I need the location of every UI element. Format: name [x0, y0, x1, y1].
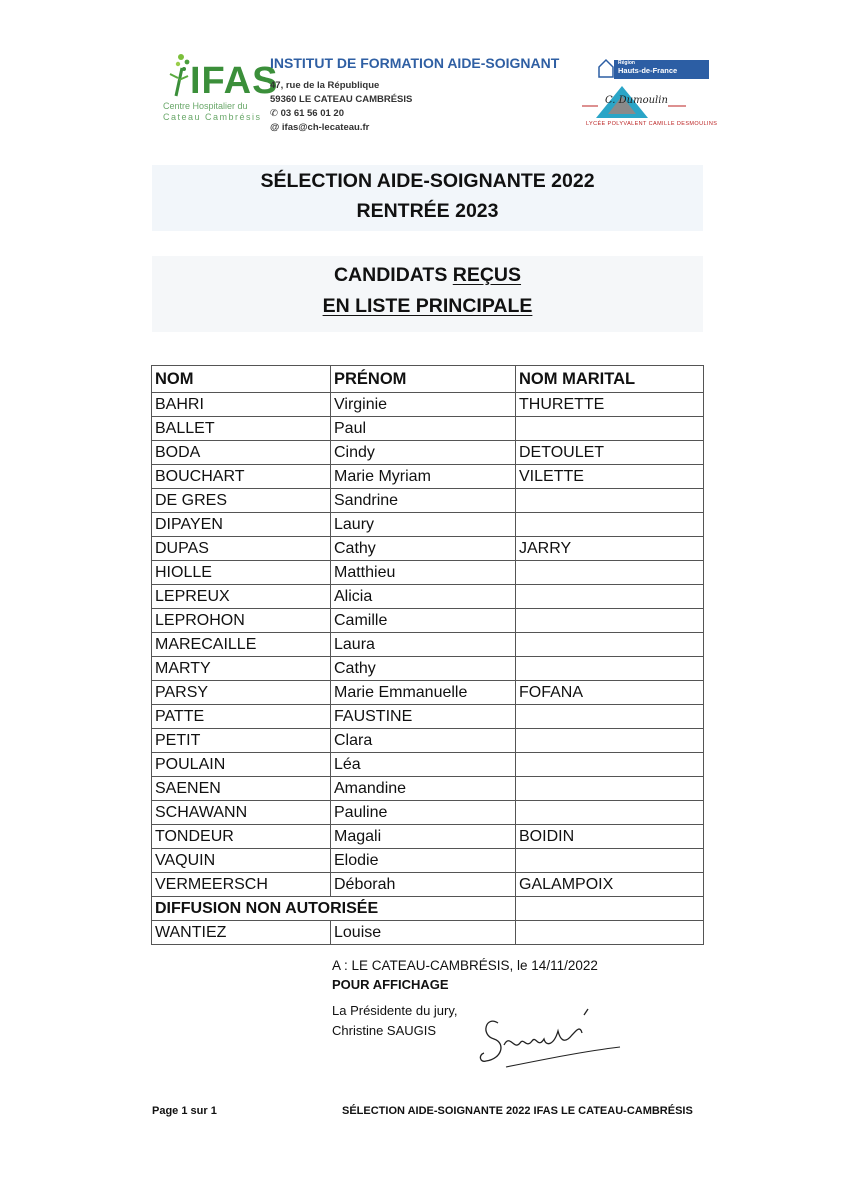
cell-nom-marital: JARRY [516, 537, 704, 561]
table-row [152, 633, 704, 657]
header-nom-marital: NOM MARITAL [516, 366, 704, 393]
cell-nom: MARTY [152, 657, 331, 681]
cell-prenom: Matthieu [331, 561, 516, 585]
table-row [152, 417, 704, 441]
cell-prenom: Laura [331, 633, 516, 657]
selection-title: SÉLECTION AIDE-SOIGNANTE 2022 [260, 170, 595, 192]
table-row [152, 489, 704, 513]
table-row [152, 537, 704, 561]
cell-prenom: Virginie [331, 393, 516, 417]
cell-prenom: Louise [331, 921, 516, 945]
cell-prenom: Pauline [331, 801, 516, 825]
address-city: 59360 LE CATEAU CAMBRÉSIS [270, 94, 413, 105]
cell-nom-marital: VILETTE [516, 465, 704, 489]
cell-nom-marital [516, 633, 704, 657]
table-row [152, 393, 704, 417]
table-row [152, 753, 704, 777]
place-and-date: A : LE CATEAU-CAMBRÉSIS, le 14/11/2022 [332, 958, 598, 973]
address-email [270, 121, 412, 135]
header-prenom: PRÉNOM [331, 366, 516, 393]
posting-note: POUR AFFICHAGE [332, 977, 449, 992]
email-address: ifas@ch-lecateau.fr [281, 122, 370, 133]
table-row [152, 801, 704, 825]
cell-nom-marital: BOIDIN [516, 825, 704, 849]
cell-prenom: Laury [331, 513, 516, 537]
cell-nom: SAENEN [152, 777, 331, 801]
footer-title: SÉLECTION AIDE-SOIGNANTE 2022 IFAS LE CATEAU-CAMBRÉSIS [342, 1105, 693, 1117]
cell-prenom: Clara [331, 729, 516, 753]
table-row [152, 921, 704, 945]
address-phone [270, 107, 412, 121]
cell-nom-marital [516, 417, 704, 441]
cell-prenom: Marie Emmanuelle [331, 681, 516, 705]
cell-prenom: FAUSTINE [331, 705, 516, 729]
cell-nom: DIPAYEN [152, 513, 331, 537]
region-name: Hauts-de-France [618, 66, 678, 75]
restricted-label: DIFFUSION NON AUTORISÉE [152, 897, 516, 921]
table-row [152, 657, 704, 681]
cell-nom: PARSY [152, 681, 331, 705]
cell-nom-marital: GALAMPOIX [516, 873, 704, 897]
cell-nom-marital [516, 777, 704, 801]
cell-nom-marital [516, 489, 704, 513]
cell-nom: MARECAILLE [152, 633, 331, 657]
table-row [152, 873, 704, 897]
phone-icon: ✆ [270, 108, 281, 119]
jury-president [332, 1001, 458, 1041]
main-list-heading: EN LISTE PRINCIPALE [322, 295, 533, 317]
cell-nom-marital [516, 585, 704, 609]
cell-prenom: Paul [331, 417, 516, 441]
cell-nom: HIOLLE [152, 561, 331, 585]
intake-year: RENTRÉE 2023 [356, 200, 499, 222]
table-body [152, 393, 704, 945]
cell-nom-marital: THURETTE [516, 393, 704, 417]
header-nom: NOM [152, 366, 331, 393]
table-row [152, 849, 704, 873]
jury-role: La Présidente du jury, [332, 1003, 458, 1018]
cell-nom: VERMEERSCH [152, 873, 331, 897]
cell-nom: VAQUIN [152, 849, 331, 873]
logo-wordmark: IFAS [190, 60, 279, 102]
page-number: Page 1 sur 1 [152, 1105, 217, 1117]
cell-nom-marital [516, 729, 704, 753]
table-row [152, 681, 704, 705]
cell-nom-marital [516, 705, 704, 729]
institute-address [270, 79, 412, 135]
cell-prenom: Elodie [331, 849, 516, 873]
cell-prenom: Magali [331, 825, 516, 849]
cell-nom-marital [516, 801, 704, 825]
cell-nom-marital [516, 921, 704, 945]
cell-nom: TONDEUR [152, 825, 331, 849]
cell-nom-marital: FOFANA [516, 681, 704, 705]
table-row [152, 777, 704, 801]
hospital-caption: LYCÉE POLYVALENT CAMILLE DESMOULINS [586, 121, 718, 127]
table-row [152, 561, 704, 585]
cell-nom: BALLET [152, 417, 331, 441]
cell-nom: PETIT [152, 729, 331, 753]
region-house-icon [598, 57, 614, 79]
cell-prenom: Cathy [331, 537, 516, 561]
cell-nom: BODA [152, 441, 331, 465]
table-row [152, 585, 704, 609]
cell-nom-marital [516, 897, 704, 921]
cell-nom: BAHRI [152, 393, 331, 417]
cell-prenom: Léa [331, 753, 516, 777]
cell-nom: DE GRES [152, 489, 331, 513]
candidates-heading [152, 264, 703, 287]
cell-nom: PATTE [152, 705, 331, 729]
address-street: 47, rue de la République [270, 80, 380, 91]
table-row [152, 825, 704, 849]
cell-prenom: Alicia [331, 585, 516, 609]
region-badge [614, 60, 709, 79]
cell-nom-marital [516, 753, 704, 777]
logo-subtitle-line1: Centre Hospitalier du [163, 101, 248, 111]
table-row [152, 513, 704, 537]
cell-nom-marital: DETOULET [516, 441, 704, 465]
cell-nom-marital [516, 849, 704, 873]
restricted-row [152, 897, 704, 921]
table-row [152, 729, 704, 753]
candidates-heading-underlined: REÇUS [452, 264, 522, 286]
cell-prenom: Cathy [331, 657, 516, 681]
candidates-heading-prefix: CANDIDATS [333, 264, 453, 286]
candidates-table [151, 365, 704, 945]
table-row [152, 705, 704, 729]
hospital-script-name: C. Dumoulin [605, 95, 668, 106]
cell-nom: DUPAS [152, 537, 331, 561]
table-row [152, 465, 704, 489]
cell-prenom: Amandine [331, 777, 516, 801]
cell-nom: WANTIEZ [152, 921, 331, 945]
jury-name: Christine SAUGIS [332, 1023, 437, 1038]
cell-prenom: Camille [331, 609, 516, 633]
cell-nom-marital [516, 609, 704, 633]
cell-nom: LEPROHON [152, 609, 331, 633]
cell-prenom: Déborah [331, 873, 516, 897]
cell-prenom: Cindy [331, 441, 516, 465]
logo-subtitle [163, 101, 263, 123]
table-row [152, 609, 704, 633]
cell-nom: SCHAWANN [152, 801, 331, 825]
table-row [152, 441, 704, 465]
table-header-row [152, 366, 704, 393]
institute-name: INSTITUT DE FORMATION AIDE-SOIGNANT [270, 55, 560, 71]
region-small-label: Région [618, 60, 635, 66]
cell-nom-marital [516, 561, 704, 585]
at-icon: @ [270, 122, 282, 133]
phone-number: 03 61 56 01 20 [280, 108, 345, 119]
cell-nom-marital [516, 513, 704, 537]
cell-nom: LEPREUX [152, 585, 331, 609]
cell-nom-marital [516, 657, 704, 681]
cell-nom: POULAIN [152, 753, 331, 777]
cell-nom: BOUCHART [152, 465, 331, 489]
handwritten-signature-icon [476, 995, 626, 1075]
logo-subtitle-line2: Cateau Cambrésis [163, 112, 262, 122]
cell-prenom: Marie Myriam [331, 465, 516, 489]
cell-prenom: Sandrine [331, 489, 516, 513]
